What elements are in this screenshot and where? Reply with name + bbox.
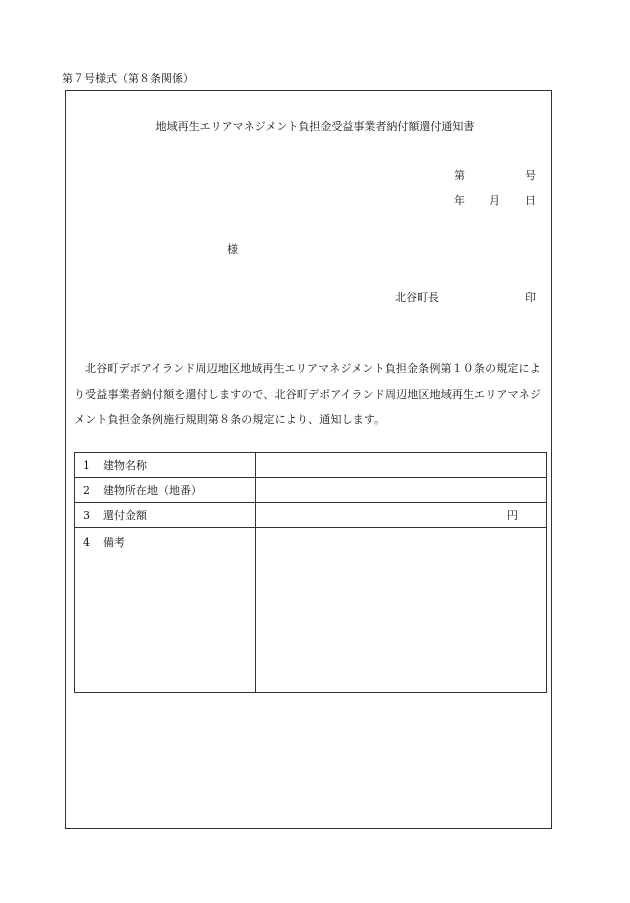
row-label (75, 453, 256, 478)
row-label-text: 建物所在地（地番） (103, 484, 202, 497)
issuer-title: 北谷町長 (395, 291, 439, 304)
building-name-field[interactable] (256, 453, 547, 478)
row-number: 3 (83, 509, 90, 522)
doc-number-prefix: 第 (454, 169, 465, 182)
doc-number-suffix: 号 (525, 169, 536, 182)
table-row (75, 478, 547, 503)
seal-mark: 印 (525, 291, 536, 304)
row-label-text: 還付金額 (103, 509, 147, 522)
table-row (75, 528, 547, 693)
building-location-field[interactable] (256, 478, 547, 503)
refund-amount-field[interactable] (256, 503, 547, 528)
remarks-field[interactable] (256, 528, 547, 693)
document-title: 地域再生エリアマネジメント負担金受益事業者納付額還付通知書 (155, 120, 475, 133)
date-day: 日 (525, 194, 536, 207)
row-label (75, 528, 256, 693)
date-year: 年 (454, 194, 465, 207)
addressee-suffix: 様 (227, 243, 238, 256)
table-row (75, 503, 547, 528)
yen-unit: 円 (507, 509, 518, 522)
row-number: 2 (83, 484, 90, 497)
row-label-text: 備考 (103, 536, 125, 549)
notice-body-text: 北谷町デポアイランド周辺地区地域再生エリアマネジメント負担金条例第１０条の規定により受益事業者納付額を還付しますので、北谷町デポアイランド周辺地区地域再生エリアマネジメント負担金条例施行規則第８条の規定により、通知します。 (74, 362, 542, 426)
row-label (75, 478, 256, 503)
date-month: 月 (489, 194, 500, 207)
row-label (75, 503, 256, 528)
row-number: 1 (83, 459, 90, 472)
form-number-label: 第７号様式（第８条関係） (62, 72, 194, 85)
row-number: 4 (83, 536, 90, 549)
row-label-text: 建物名称 (103, 459, 147, 472)
details-table (74, 452, 547, 693)
table-row (75, 453, 547, 478)
